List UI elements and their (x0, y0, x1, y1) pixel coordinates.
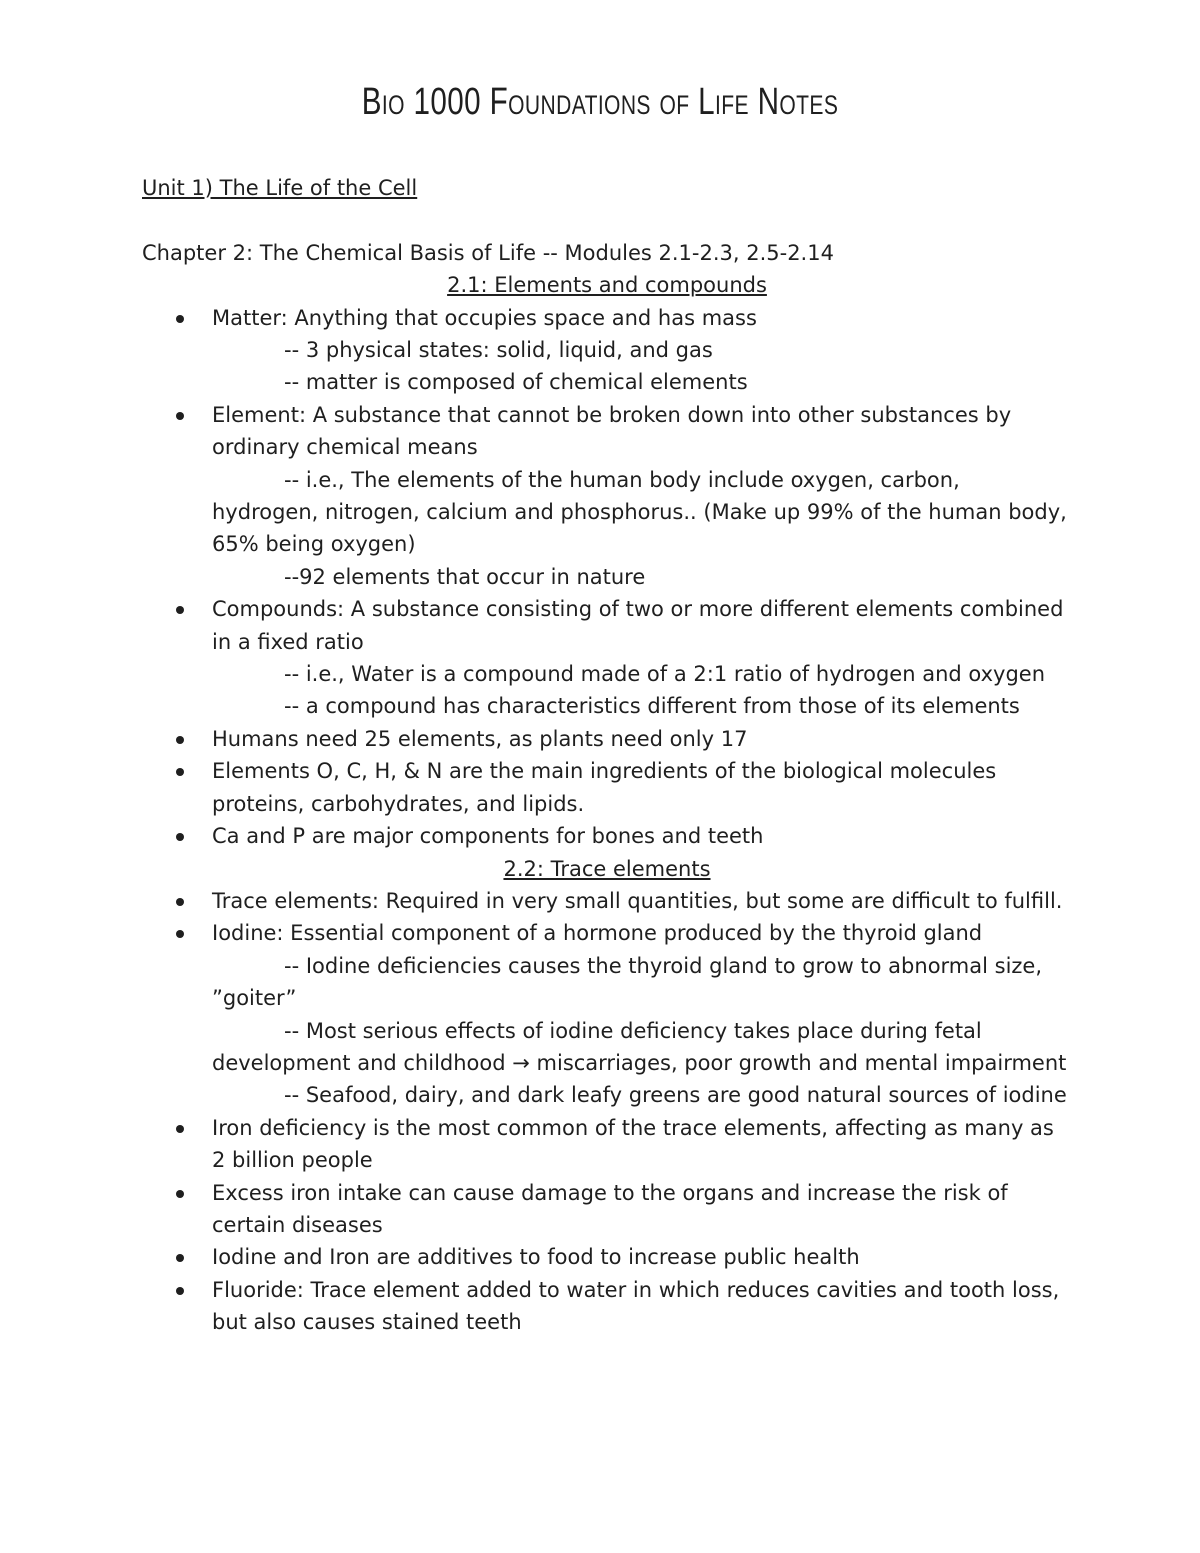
bullet-text: Matter: Anything that occupies space and has mass (212, 305, 757, 330)
bullet-text: Iron deficiency is the most common of the trace elements, affecting as many as 2 billion people (212, 1115, 1054, 1173)
bullet-item (142, 1241, 1072, 1273)
sections-container (142, 269, 1072, 1338)
section-heading: 2.1: Elements and compounds (447, 273, 767, 298)
sub-note: -- Seafood, dairy, and dark leafy greens are good natural sources of iodine (284, 1083, 1067, 1108)
bullet-list (142, 885, 1072, 1339)
sub-note: -- matter is composed of chemical elements (284, 370, 748, 395)
sub-note: -- a compound has characteristics different from those of its elements (284, 694, 1020, 719)
bullet-item (142, 885, 1072, 917)
sub-note: -- i.e., The elements of the human body include oxygen, carbon, hydrogen, nitrogen, calcium and phosphorus.. (Make up 99% of the human body, 65% being oxygen) (212, 467, 1067, 557)
bullet-text: Compounds: A substance consisting of two or more different elements combined in a fixed ratio (212, 597, 1064, 654)
bullet-text: Fluoride: Trace element added to water in which reduces cavities and tooth loss, but also causes stained teeth (212, 1277, 1060, 1335)
bullet-text: Iodine and Iron are additives to food to increase public health (212, 1245, 860, 1270)
bullet-item (142, 302, 1072, 399)
bullet-item (142, 917, 1072, 1111)
bullet-item (142, 723, 1072, 755)
sub-note: --92 elements that occur in nature (284, 564, 646, 589)
sub-note: -- i.e., Water is a compound made of a 2:1 ratio of hydrogen and oxygen (284, 662, 1046, 687)
bullet-text: Humans need 25 elements, as plants need only 17 (212, 726, 748, 751)
bullet-item (142, 1177, 1072, 1242)
document-title: Bio 1000 Foundations of Life Notes (361, 81, 839, 123)
section-heading: 2.2: Trace elements (503, 856, 711, 881)
bullet-text: Excess iron intake can cause damage to the organs and increase the risk of certain diseases (212, 1180, 1008, 1237)
bullet-list (142, 302, 1072, 853)
sub-note: -- 3 physical states: solid, liquid, and gas (284, 338, 713, 363)
bullet-item (142, 399, 1072, 593)
bullet-item (142, 820, 1072, 852)
unit-heading: Unit 1) The Life of the Cell (142, 176, 418, 200)
bullet-text: Element: A substance that cannot be broken down into other substances by ordinary chemical means (212, 402, 1012, 460)
sub-note: -- Most serious effects of iodine deficiency takes place during fetal development and childhood → miscarriages, poor growth and mental impairment (212, 1018, 1067, 1075)
bullet-text: Trace elements: Required in very small quantities, but some are difficult to fulfill. (212, 888, 1063, 913)
bullet-text: Elements O, C, H, & N are the main ingredients of the biological molecules proteins, carbohydrates, and lipids. (212, 759, 997, 816)
bullet-item (142, 1112, 1072, 1177)
notes-body (142, 172, 1072, 1339)
bullet-item (142, 593, 1072, 723)
chapter-heading: Chapter 2: The Chemical Basis of Life -- Modules 2.1-2.3, 2.5-2.14 (142, 240, 834, 265)
sub-note: -- Iodine deficiencies causes the thyroid gland to grow to abnormal size, ”goiter” (212, 953, 1043, 1011)
bullet-item (142, 1274, 1072, 1339)
bullet-item (142, 755, 1072, 820)
bullet-text: Ca and P are major components for bones and teeth (212, 824, 764, 849)
bullet-text: Iodine: Essential component of a hormone produced by the thyroid gland (212, 921, 983, 946)
